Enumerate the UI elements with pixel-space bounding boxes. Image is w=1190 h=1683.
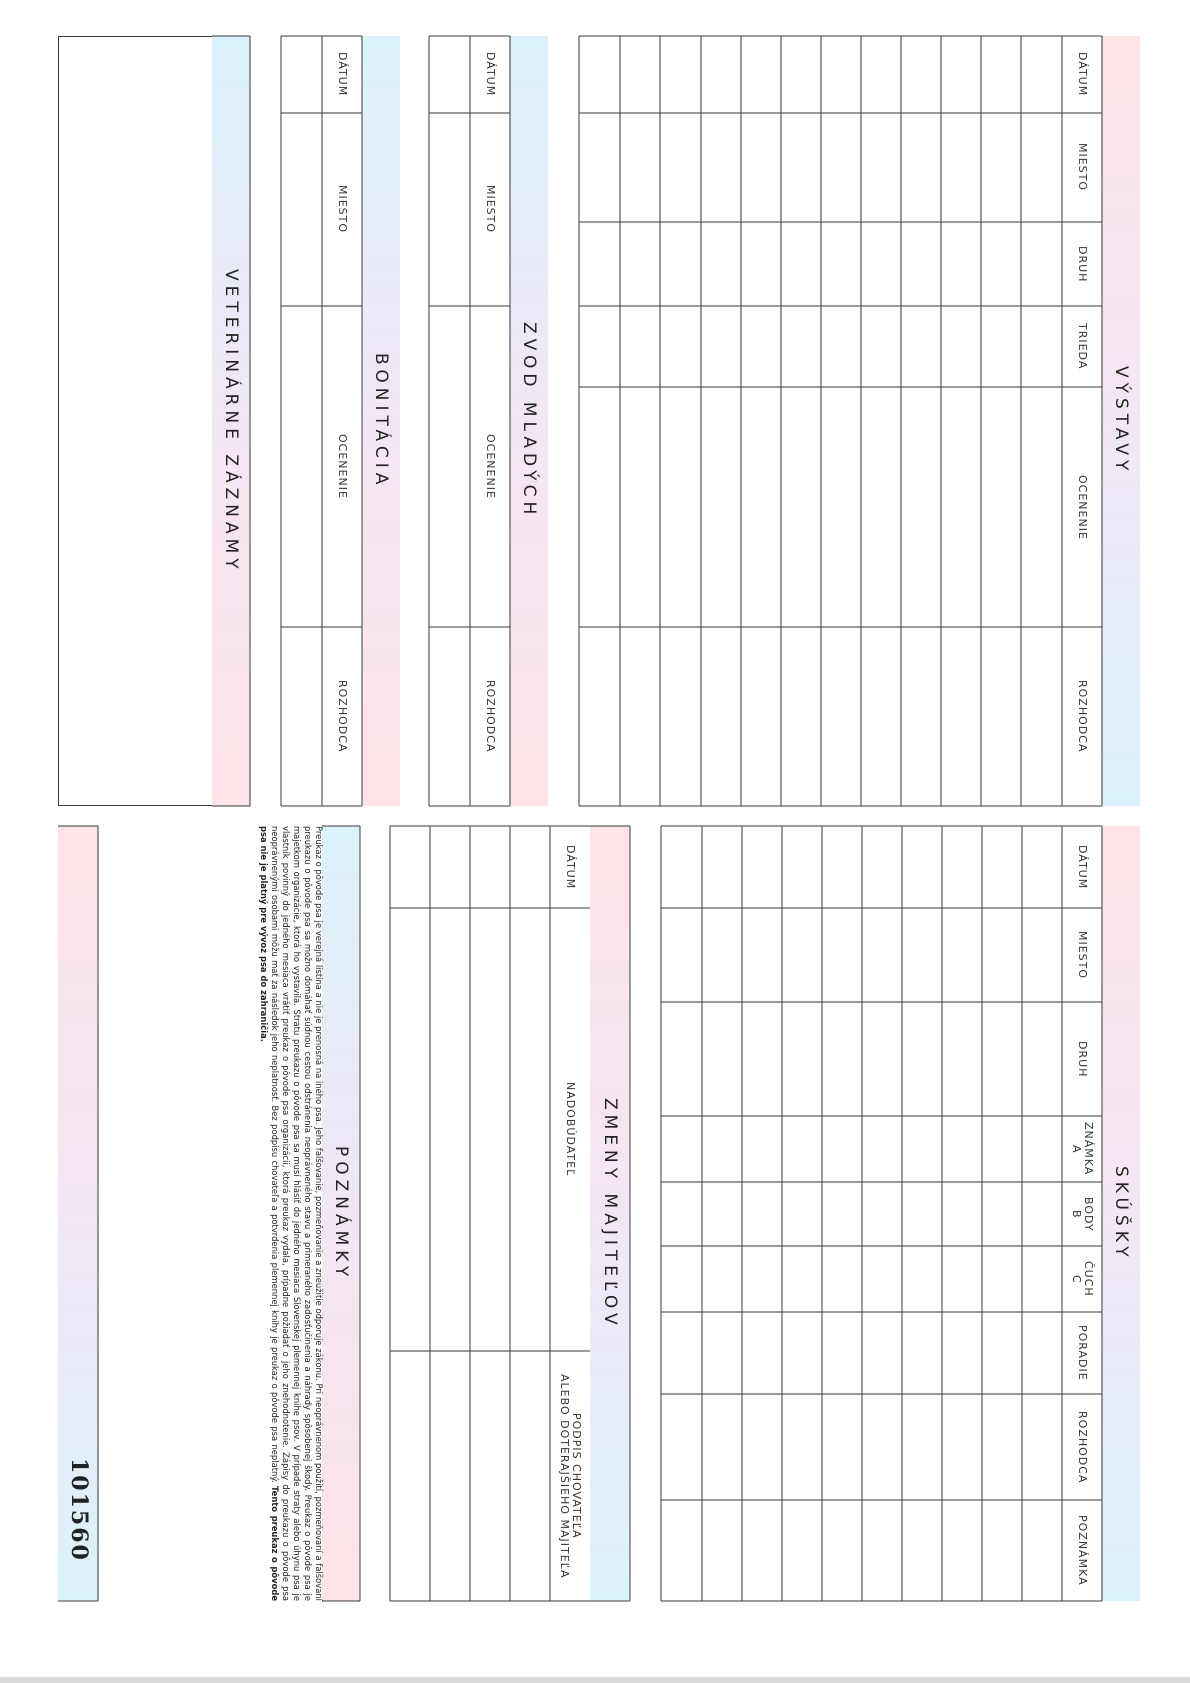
skusky-col-datum-label: DÁTUM <box>1076 844 1089 890</box>
vystavy-col-datum-label: DÁTUM <box>1076 52 1089 97</box>
bonitacia-title: BONITÁCIA <box>371 352 391 490</box>
zvod-mladych-col-rozhodca-label: ROZHODCA <box>484 680 497 753</box>
skusky-col-znamka-label: ZNÁMKA A <box>1070 1122 1095 1176</box>
vystavy-col-trieda-label: TRIEDA <box>1076 323 1089 370</box>
bonitacia-col-rozhodca-label: ROZHODCA <box>336 680 349 753</box>
vystavy-col-miesto-label: MIESTO <box>1076 143 1089 192</box>
vystavy-col-druh-label: DRUH <box>1076 245 1089 283</box>
zvod-mladych-title: ZVOD MLADÝCH <box>519 322 539 520</box>
zmeny-majitelov-col-datum-label: DÁTUM <box>564 844 577 890</box>
legal-notice-bold: Tento preukaz o pôvode psa nie je platný pre vývoz psa do zahraničia. <box>259 826 280 1602</box>
bonitacia-col-datum-label: DÁTUM <box>336 52 349 97</box>
zmeny-majitelov-title: ZMENY MAJITEĽOV <box>600 1097 620 1330</box>
veterinarne-zaznamy-title: VETERINÁRNE ZÁZNAMY <box>221 268 241 574</box>
skusky-col-poradie-label: PORADIE <box>1076 1325 1089 1381</box>
skusky-col-poznamka-label: POZNÁMKA <box>1076 1515 1089 1586</box>
vystavy-col-rozhodca-label: ROZHODCA <box>1076 680 1089 753</box>
skusky-col-body-label: BODY B <box>1070 1196 1095 1232</box>
skusky-col-cuch-label: ČUCH C <box>1070 1261 1095 1297</box>
skusky-col-miesto-label: MIESTO <box>1076 930 1089 980</box>
zvod-mladych-col-ocenenie-label: OCENENIE <box>484 434 497 499</box>
zvod-mladych-col-miesto-label: MIESTO <box>484 185 497 234</box>
skusky-col-rozhodca-label: ROZHODCA <box>1076 1410 1089 1484</box>
skusky-title: SKÚŠKY <box>1111 1165 1131 1262</box>
vystavy-col-ocenenie-label: OCENENIE <box>1076 474 1089 540</box>
bonitacia-col-ocenenie-label: OCENENIE <box>336 434 349 499</box>
poznamky-title: POZNÁMKY <box>331 1145 351 1282</box>
bonitacia-col-miesto-label: MIESTO <box>336 185 349 234</box>
serial-number: 101560 <box>66 1458 92 1562</box>
zvod-mladych-col-datum-label: DÁTUM <box>484 52 497 97</box>
zmeny-majitelov-col-nadobudatel-label: NADOBÚDATEĽ <box>564 1082 577 1177</box>
skusky-col-druh-label: DRUH <box>1076 1040 1089 1078</box>
zmeny-majitelov-col-podpis-label: PODPIS CHOVATEĽA ALEBO DOTERAJŠIEHO MAJITEĽA <box>558 1373 583 1579</box>
legal-notice-text: Preukaz o pôvode psa je verejná listina a nie je prenosná na iného psa. Jeho falšovanie, pozmeňovanie a zneužitie odporuje zákonu. Pri neoprávnenom použití, pozmeňovaní a falšovaní preukazu o pôvode psa sa možno domáhať súdnou cestou odstránenia neoprávneného stavu a primeraného zadosťučinenia a náhrady spôsobenej škody. Preukaz o pôvode psa je majetkom organizácie, ktorá ho vystavila. Stratu preukazu o pôvode psa sa musí hlásiť do jedného mesiaca Slovenskej plemennej knihe psov. V prípade straty alebo úhynu psa je vlastník povinný do jedného mesiaca vrátiť preukaz o pôvode psa organizácii, ktorá preukaz vydala, prípadne požiadať o jeho znehodnotenie. Zápisy do preukazu o pôvode psa neoprávnenými osobami môžu mať za následok jeho neplatnosť. Bez podpisu chovateľa a potvrdenia plemennej knihy je preukaz o pôvode psa neplatný. <box>270 826 324 1601</box>
vystavy-title: VÝSTAVY <box>1111 366 1131 476</box>
